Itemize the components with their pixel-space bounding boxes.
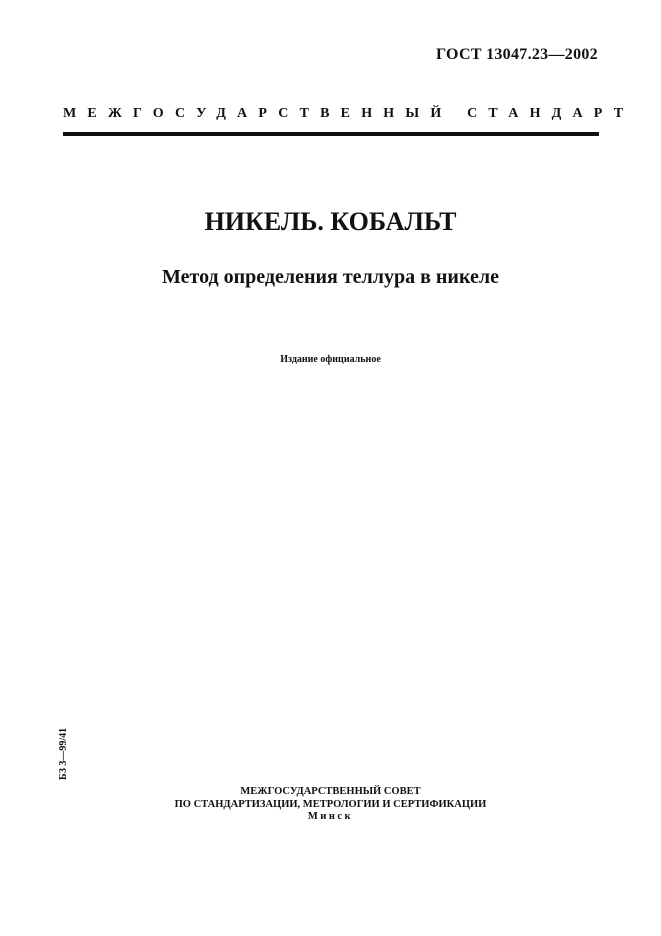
standard-type-heading: МЕЖГОСУДАРСТВЕННЫЙ СТАНДАРТ — [63, 106, 635, 121]
publisher-city: Минск — [307, 811, 354, 822]
document-title: НИКЕЛЬ. КОБАЛЬТ — [204, 207, 457, 236]
side-code: БЗ 3—99/41 — [58, 727, 69, 780]
gost-number: ГОСТ 13047.23—2002 — [435, 46, 598, 63]
publisher-line-1: МЕЖГОСУДАРСТВЕННЫЙ СОВЕТ — [240, 786, 421, 797]
edition-label: Издание официальное — [280, 354, 381, 365]
document-subtitle: Метод определения теллура в никеле — [162, 266, 499, 288]
publisher-line-2: ПО СТАНДАРТИЗАЦИИ, МЕТРОЛОГИИ И СЕРТИФИКАЦИИ — [174, 798, 487, 810]
publisher-block — [0, 786, 661, 824]
header-divider — [63, 132, 599, 136]
